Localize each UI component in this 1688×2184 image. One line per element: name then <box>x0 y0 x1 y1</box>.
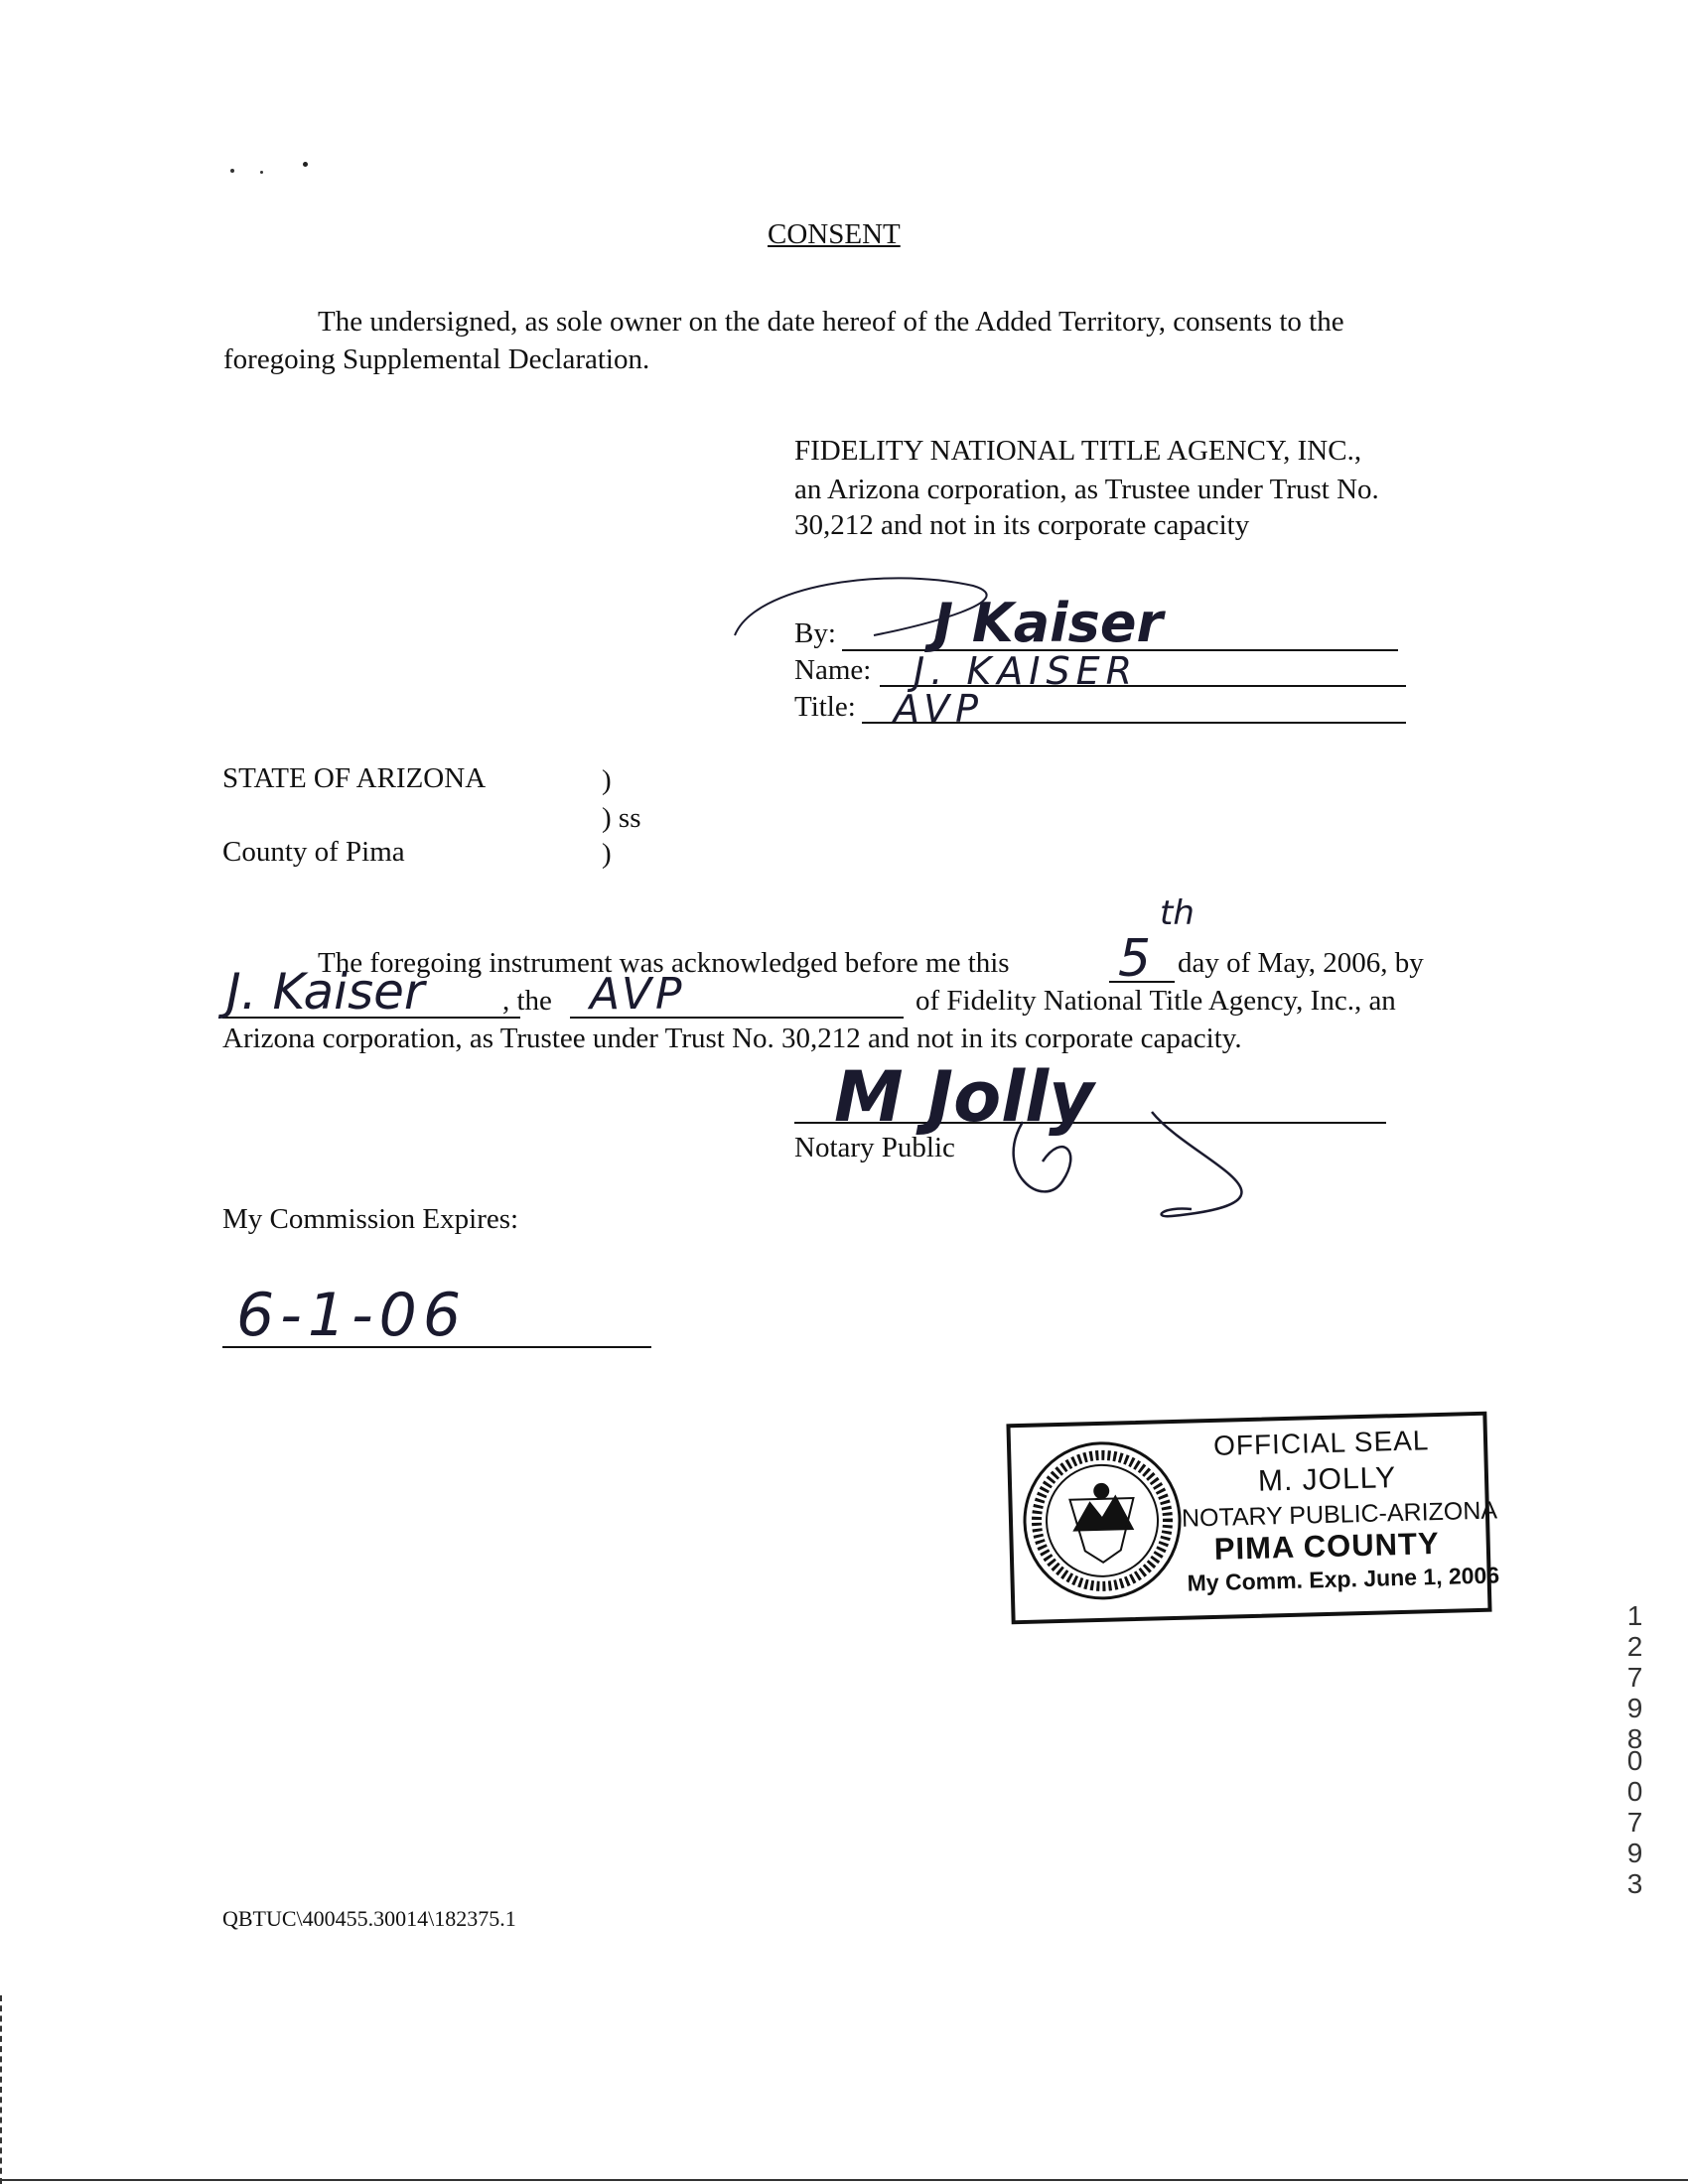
scan-speckle <box>260 171 263 174</box>
scan-speckle <box>230 169 234 173</box>
venue-paren-3: ) <box>602 838 612 870</box>
company-desc-line-2: 30,212 and not in its corporate capacity <box>794 509 1250 541</box>
company-desc-line-1: an Arizona corporation, as Trustee under Trust No. <box>794 474 1379 505</box>
ack-role-handwritten: AVP <box>590 969 686 1020</box>
commission-label: My Commission Expires: <box>222 1203 519 1235</box>
seal-line-county: PIMA COUNTY <box>1213 1525 1441 1567</box>
seal-line-name: M. JOLLY <box>1257 1461 1397 1498</box>
ack-line-1-a: The foregoing instrument was acknowledged before me this <box>318 947 1010 979</box>
scan-edge-marks <box>0 1995 5 2184</box>
seal-line-expiration: My Comm. Exp. June 1, 2006 <box>1187 1562 1500 1596</box>
notary-label: Notary Public <box>794 1132 955 1163</box>
intro-line-2: foregoing Supplemental Declaration. <box>223 343 650 375</box>
ack-line-1-b: day of May, 2006, by <box>1178 947 1424 979</box>
notary-signature-flourish <box>1003 1102 1301 1231</box>
ack-signer-handwritten: J. Kaiser <box>226 963 425 1021</box>
scan-edge-bottom <box>0 2179 1688 2181</box>
company-name: FIDELITY NATIONAL TITLE AGENCY, INC., <box>794 435 1362 467</box>
notary-signature-handwritten: M Jolly <box>834 1056 1094 1138</box>
seal-line-notary-public: NOTARY PUBLIC-ARIZONA <box>1181 1496 1498 1533</box>
title-handwritten: AVP <box>894 687 985 731</box>
scan-speckle <box>303 162 308 167</box>
recording-number-part-1-text: 12798 <box>1619 1600 1650 1754</box>
recording-number-part-2 <box>1619 1745 1650 1899</box>
recording-number-part-1 <box>1619 1600 1650 1754</box>
arizona-state-seal-emblem <box>1019 1437 1186 1604</box>
ack-day-handwritten: 5 <box>1118 929 1152 989</box>
name-label: Name: <box>794 654 872 686</box>
commission-date-handwritten: 6-1-06 <box>236 1281 467 1350</box>
document-title: CONSENT <box>768 218 901 250</box>
venue-ss: ) ss <box>602 802 641 834</box>
footer-reference: QBTUC\400455.30014\182375.1 <box>222 1906 516 1931</box>
ack-the-text: , the <box>502 985 552 1017</box>
name-handwritten: J. KAISER <box>914 649 1139 693</box>
by-handwritten-signature: J Kaiser <box>933 592 1164 654</box>
recording-number-part-2-text: 00793 <box>1619 1745 1650 1899</box>
venue-state: STATE OF ARIZONA <box>222 762 487 794</box>
venue-paren-1: ) <box>602 764 612 796</box>
title-label: Title: <box>794 691 856 723</box>
venue-county: County of Pima <box>222 836 405 868</box>
seal-line-official-seal: OFFICIAL SEAL <box>1212 1425 1430 1461</box>
official-seal-stamp <box>1006 1412 1500 1625</box>
by-label: By: <box>794 617 836 649</box>
ack-day-suffix-handwritten: th <box>1160 893 1195 933</box>
intro-line-1: The undersigned, as sole owner on the date hereof of the Added Territory, consents to the <box>318 306 1344 338</box>
ack-line-3: Arizona corporation, as Trustee under Trust No. 30,212 and not in its corporate capacity. <box>222 1023 1242 1054</box>
ack-line-2-b: of Fidelity National Title Agency, Inc., an <box>915 985 1396 1017</box>
